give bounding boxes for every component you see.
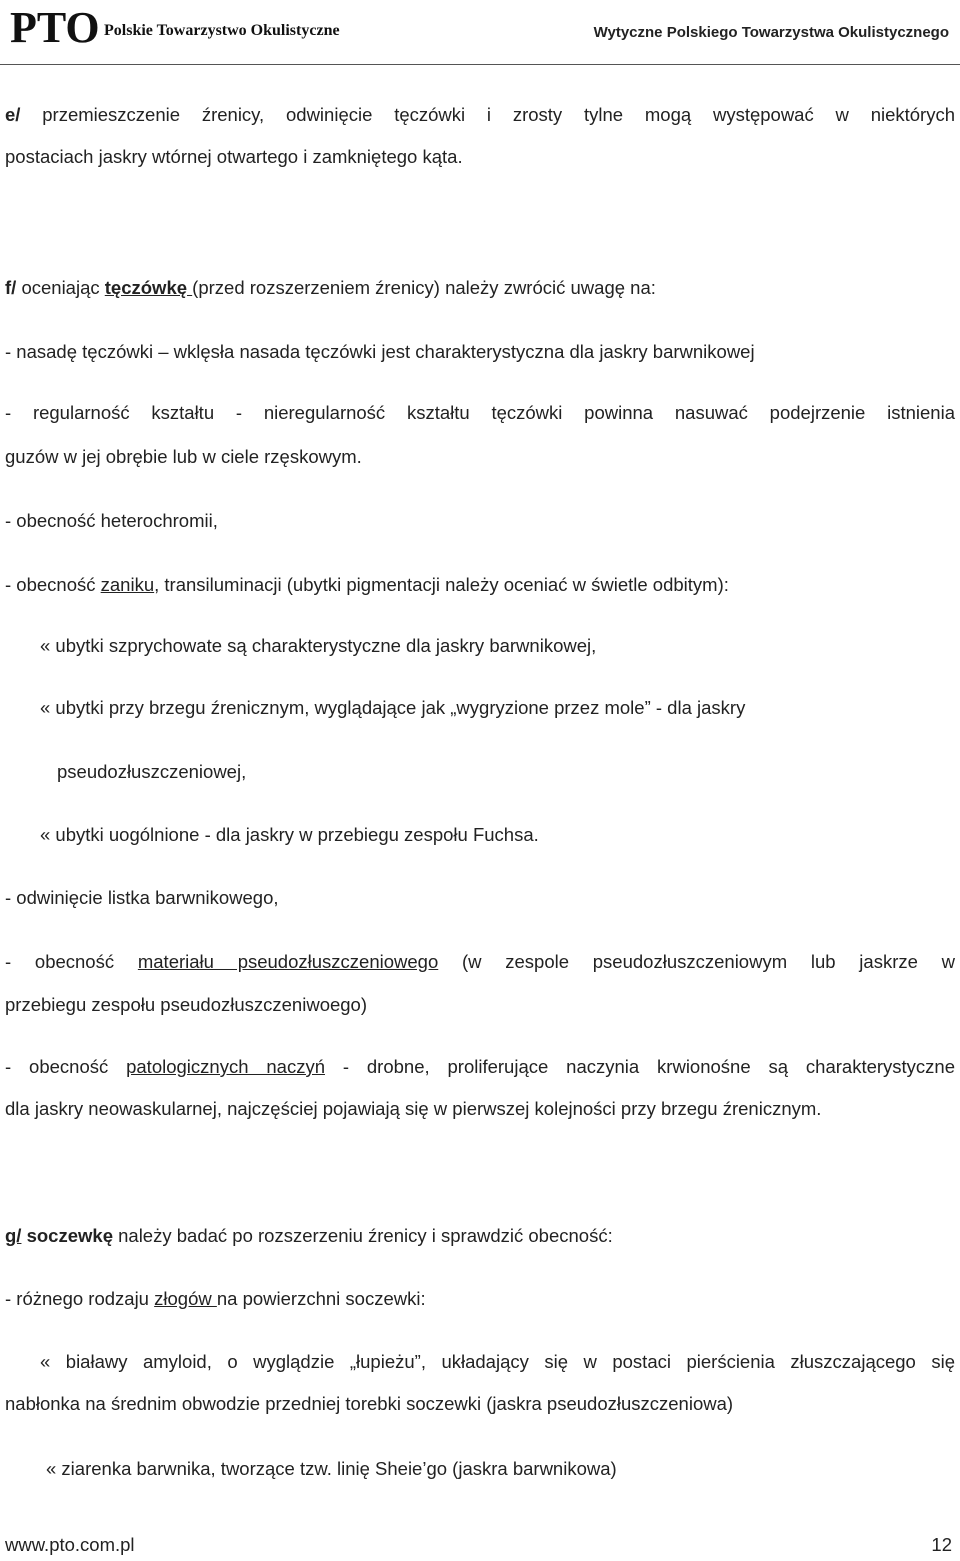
paragraph-text: należy badać po rozszerzeniu źrenicy i sprawdzić obecność: bbox=[112, 1225, 613, 1246]
list-item-heterochromia: - obecność heterochromii, bbox=[5, 510, 218, 531]
org-name: Polskie Towarzystwo Okulistyczne bbox=[104, 22, 340, 39]
list-item-naczyn-line1 bbox=[5, 1055, 955, 1079]
paragraph-text: - obecność bbox=[5, 1056, 127, 1077]
footer-url[interactable]: www.pto.com.pl bbox=[5, 1534, 135, 1555]
page-number: 12 bbox=[931, 1534, 952, 1555]
term-zlogow: złogów bbox=[154, 1288, 217, 1309]
document-title: Wytyczne Polskiego Towarzystwa Okulistycznego bbox=[593, 24, 949, 41]
list-item-nasade: - nasadę tęczówki – wklęsła nasada tęczówki jest charakterystyczna dla jaskry barwnikowej bbox=[5, 341, 755, 362]
list-item-material-line2: przebiegu zespołu pseudozłuszczeniwoego) bbox=[5, 994, 368, 1015]
paragraph-text: - różnego rodzaju bbox=[5, 1288, 155, 1309]
list-item-regularnosc-line1: - regularność kształtu - nieregularność kształtu tęczówki powinna nasuwać podejrzenie istnienia bbox=[5, 402, 955, 423]
sub-item-ubytki-2: « ubytki przy brzegu źrenicznym, wyglądające jak „wygryzione przez mole” - dla jaskry bbox=[40, 697, 746, 718]
sub-item-ziarenka: « ziarenka barwnika, tworzące tzw. linię Sheie’go (jaskra barwnikowa) bbox=[46, 1458, 617, 1479]
paragraph-f-intro bbox=[5, 276, 955, 300]
svg-text:PTO: PTO bbox=[10, 3, 100, 48]
term-material: materiału pseudozłuszczeniowego bbox=[137, 951, 439, 972]
section-label-g: g/ bbox=[5, 1225, 22, 1246]
term-naczyn: patologicznych naczyń bbox=[126, 1056, 325, 1077]
list-item-zlogow bbox=[5, 1287, 955, 1311]
paragraph-e-line1 bbox=[5, 103, 955, 127]
paragraph-text: przemieszczenie źrenicy, odwinięcie tęczówki i zrosty tylne mogą występować w niektórych bbox=[42, 104, 956, 125]
sub-item-ubytki-1: « ubytki szprychowate są charakterystyczne dla jaskry barwnikowej, bbox=[40, 635, 597, 656]
section-label-e: e/ bbox=[5, 104, 21, 125]
term-soczewke: soczewkę bbox=[21, 1225, 113, 1246]
paragraph-e-line2: postaciach jaskry wtórnej otwartego i zamkniętego kąta. bbox=[5, 146, 463, 167]
paragraph-text: oceniając bbox=[16, 277, 105, 298]
sub-item-amyloid-line2: nabłonka na średnim obwodzie przedniej torebki soczewki (jaskra pseudozłuszczeniowa) bbox=[5, 1393, 734, 1414]
sub-item-ubytki-2-cont: pseudozłuszczeniowej, bbox=[57, 761, 247, 782]
page-header bbox=[0, 0, 960, 65]
list-item-zanik bbox=[5, 573, 955, 597]
paragraph-g-intro bbox=[5, 1224, 955, 1248]
paragraph-text: na powierzchni soczewki: bbox=[216, 1288, 426, 1309]
sub-item-amyloid-line1: « białawy amyloid, o wyglądzie „łupieżu”, układający się w postaci pierścienia złuszczającego się bbox=[40, 1351, 955, 1372]
list-item-regularnosc-line2: guzów w jej obrębie lub w ciele rzęskowym. bbox=[5, 446, 362, 467]
paragraph-text: , transiluminacji (ubytki pigmentacji należy oceniać w świetle odbitym): bbox=[154, 574, 729, 595]
paragraph-text: (w zespole pseudozłuszczeniowym lub jaskrze w bbox=[438, 951, 955, 972]
term-teczowke: tęczówkę bbox=[104, 277, 193, 298]
sub-item-ubytki-3: « ubytki uogólnione - dla jaskry w przebiegu zespołu Fuchsa. bbox=[40, 824, 539, 845]
paragraph-text: (przed rozszerzeniem źrenicy) należy zwrócić uwagę na: bbox=[192, 277, 656, 298]
term-zaniku: zaniku bbox=[100, 574, 155, 595]
paragraph-text: - drobne, proliferujące naczynia krwionośne są charakterystyczne bbox=[324, 1056, 955, 1077]
section-label-f: f/ bbox=[5, 277, 17, 298]
list-item-odwiniecie: - odwinięcie listka barwnikowego, bbox=[5, 887, 279, 908]
list-item-naczyn-line2: dla jaskry neowaskularnej, najczęściej pojawiają się w pierwszej kolejności przy brzegu źrenicznym. bbox=[5, 1098, 822, 1119]
list-item-material-line1 bbox=[5, 950, 955, 974]
paragraph-text: - obecność bbox=[5, 574, 101, 595]
pto-logo-icon bbox=[10, 2, 102, 48]
paragraph-text: - obecność bbox=[5, 951, 138, 972]
